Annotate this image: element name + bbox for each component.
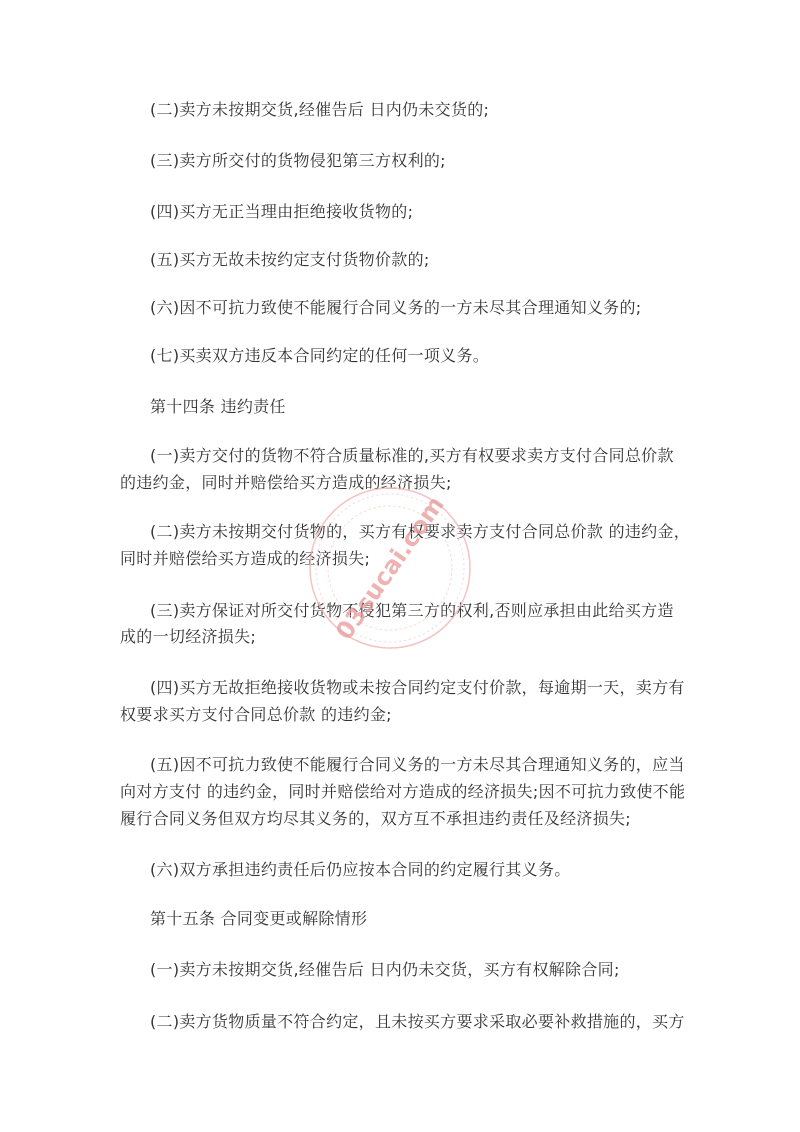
paragraph-line: (六)因不可抗力致使不能履行合同义务的一方未尽其合理通知义务的; [150,298,642,317]
paragraph-line: 成的一切经济损失; [120,627,257,646]
paragraph-line: (五)因不可抗力致使不能履行合同义务的一方未尽其合理通知义务的，应当 [150,755,685,774]
paragraph-line: (一)卖方未按期交货,经催告后 日内仍未交货，买方有权解除合同; [150,960,620,979]
paragraph-line: (六)双方承担违约责任后仍应按本合同的约定履行其义务。 [150,860,571,879]
paragraph-line: 同时并赔偿给买方造成的经济损失; [120,549,371,568]
paragraph-line: (四)买方无故拒绝接收货物或未按合同约定支付价款，每逾期一天，卖方有 [150,678,685,697]
paragraph-line: (二)卖方货物质量不符合约定，且未按买方要求采取必要补救措施的，买方 [150,1012,685,1031]
paragraph-line: 履行合同义务但双方均尽其义务的，双方互不承担违约责任及经济损失; [120,809,631,828]
paragraph-line: (二)卖方未按期交货,经催告后 日内仍未交货的; [150,100,490,119]
paragraph-line: (一)卖方交付的货物不符合质量标准的,买方有权要求卖方支付合同总价款 [150,446,674,465]
section-heading: 第十五条 合同变更或解除情形 [150,909,368,928]
section-heading: 第十四条 违约责任 [150,397,286,416]
paragraph-line: (三)卖方所交付的货物侵犯第三方权利的; [150,151,446,170]
paragraph-line: 向对方支付 的违约金，同时并赔偿给对方造成的经济损失;因不可抗力致使不能 [120,782,686,801]
paragraph-line: (五)买方无故未按约定支付货物价款的; [150,250,430,269]
paragraph-line: 权要求买方支付合同总价款 的违约金; [120,705,392,724]
paragraph-line: (三)卖方保证对所交付货物不侵犯第三方的权利,否则应承担由此给买方造 [150,601,674,620]
paragraph-line: (七)买卖双方违反本合同约定的任何一项义务。 [150,346,490,365]
paragraph-line: (四)买方无正当理由拒绝接收货物的; [150,202,414,221]
paragraph-line: (二)卖方未按期交付货物的，买方有权要求卖方支付合同总价款 的违约金， [150,522,691,541]
paragraph-line: 的违约金，同时并赔偿给买方造成的经济损失; [120,473,452,492]
watermark-text: 03sucai.com [330,491,450,645]
